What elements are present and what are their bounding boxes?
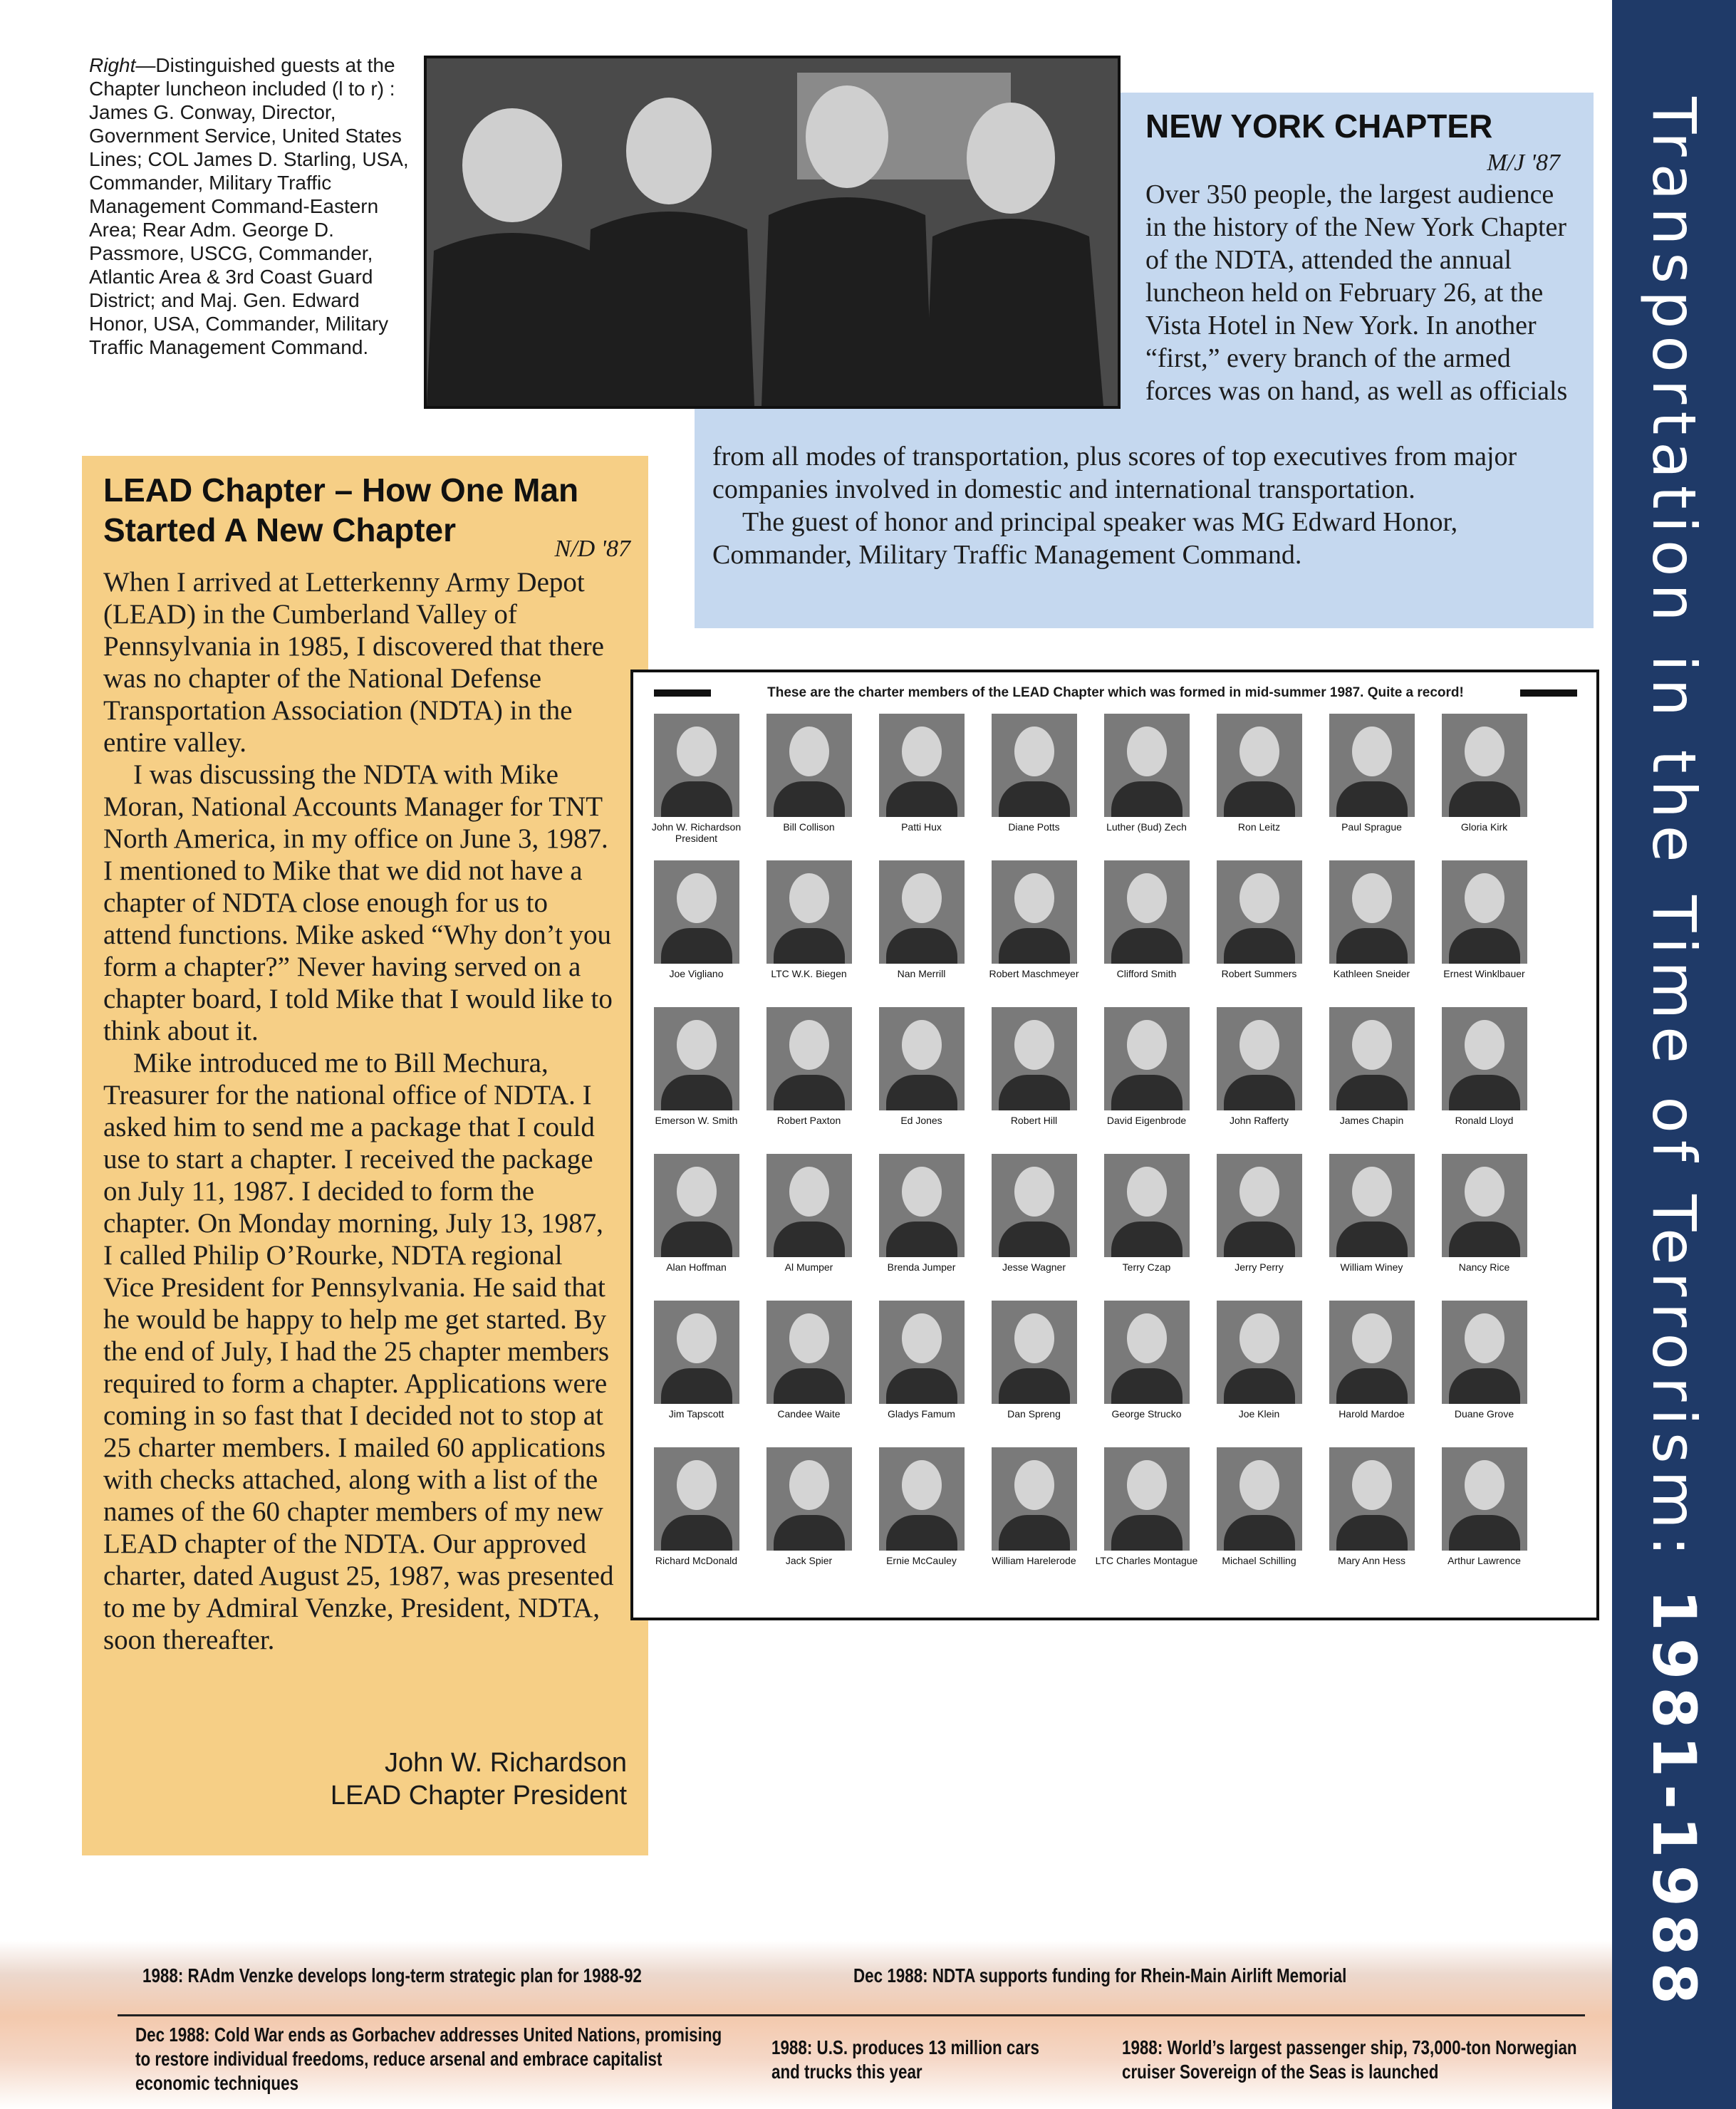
- portrait-body: [661, 1222, 732, 1257]
- portrait-head: [1014, 1167, 1054, 1217]
- member-card: [1316, 860, 1427, 979]
- portrait-head: [789, 1313, 829, 1363]
- portrait-body: [886, 1515, 957, 1551]
- member-card: [641, 1007, 752, 1126]
- member-name: Dan Spreng: [1007, 1408, 1061, 1420]
- member-portrait: [654, 714, 739, 817]
- member-portrait: [1217, 1007, 1302, 1110]
- member-name: Richard McDonald: [655, 1555, 738, 1566]
- portrait-head: [789, 873, 829, 923]
- member-name: Robert Summers: [1221, 968, 1297, 979]
- member-card: [641, 1154, 752, 1273]
- portrait-head: [1239, 727, 1279, 776]
- member-card: [1429, 1447, 1539, 1566]
- member-name: Ernest Winklbauer: [1443, 968, 1525, 979]
- member-name: Luther (Bud) Zech: [1106, 821, 1187, 833]
- portrait-body: [1224, 781, 1295, 817]
- portrait-head: [1465, 873, 1504, 923]
- portrait-head: [1352, 1020, 1392, 1070]
- member-name: William Winey: [1340, 1261, 1403, 1273]
- portrait-head: [1014, 1020, 1054, 1070]
- signature-name: John W. Richardson: [384, 1748, 627, 1778]
- portrait-body: [774, 1075, 845, 1110]
- portrait-body: [1336, 781, 1408, 817]
- member-card: [1429, 1154, 1539, 1273]
- member-card: [754, 1154, 864, 1273]
- portrait-body: [661, 1075, 732, 1110]
- portrait-body: [999, 928, 1070, 964]
- member-portrait: [766, 860, 852, 964]
- member-name: Brenda Jumper: [887, 1261, 956, 1273]
- member-portrait: [879, 1007, 965, 1110]
- portrait-body: [1449, 1222, 1520, 1257]
- portrait-head: [1352, 1167, 1392, 1217]
- timeline-item: Dec 1988: NDTA supports funding for Rhein-Main Airlift Memorial: [853, 1964, 1347, 1986]
- member-card: [1316, 1154, 1427, 1273]
- member-card: [641, 1301, 752, 1420]
- portrait-body: [1449, 781, 1520, 817]
- member-portrait: [1217, 1154, 1302, 1257]
- portrait-head: [1465, 1167, 1504, 1217]
- member-portrait: [1329, 714, 1415, 817]
- member-name: Mary Ann Hess: [1338, 1555, 1405, 1566]
- member-card: [754, 1447, 864, 1566]
- member-name: Terry Czap: [1122, 1261, 1171, 1273]
- portrait-body: [1224, 1368, 1295, 1404]
- portrait-head: [902, 1020, 942, 1070]
- portrait-body: [1336, 1515, 1408, 1551]
- member-card: [979, 860, 1089, 979]
- member-portrait: [654, 860, 739, 964]
- portrait-head: [677, 727, 717, 776]
- portrait-head: [677, 1460, 717, 1510]
- member-portrait: [654, 1301, 739, 1404]
- member-card: [866, 1447, 977, 1566]
- side-banner-text: Transportation in the Time of Terrorism:: [1639, 97, 1709, 1563]
- lead-paragraph: I was discussing the NDTA with Mike Moran, National Accounts Manager for TNT North America, in my office on June 3, 1987. I mentioned to Mike that we did not have a chapter of NDTA close enough for us to attend functions. Mike asked “Why don’t you form a chapter?” Never having served on a chapter board, I told Mike that I would like to think about it.: [103, 759, 613, 1046]
- member-name: Candee Waite: [777, 1408, 841, 1420]
- timeline-item: 1988: U.S. produces 13 million cars and trucks this year: [771, 2036, 1039, 2083]
- member-portrait: [992, 1154, 1077, 1257]
- portrait-body: [774, 1368, 845, 1404]
- member-card: [979, 1301, 1089, 1420]
- member-portrait: [1442, 714, 1527, 817]
- luncheon-photo-illustration: [427, 58, 1118, 406]
- portrait-body: [661, 1515, 732, 1551]
- portrait-body: [886, 1075, 957, 1110]
- portrait-head: [1465, 1313, 1504, 1363]
- member-name: LTC Charles Montague: [1095, 1555, 1198, 1566]
- portrait-head: [1465, 727, 1504, 776]
- portrait-head: [1127, 1313, 1167, 1363]
- portrait-body: [1449, 1368, 1520, 1404]
- member-portrait: [1442, 1447, 1527, 1551]
- member-name: Robert Paxton: [776, 1115, 841, 1126]
- member-name: George Strucko: [1111, 1408, 1182, 1420]
- portrait-head: [1239, 1313, 1279, 1363]
- portrait-body: [1111, 1075, 1183, 1110]
- portrait-head: [677, 873, 717, 923]
- portrait-head: [1465, 1460, 1504, 1510]
- member-name: Patti Hux: [901, 821, 942, 833]
- portrait-head: [789, 1460, 829, 1510]
- member-name: John Rafferty: [1229, 1115, 1289, 1126]
- portrait-head: [677, 1313, 717, 1363]
- portrait-body: [1111, 1368, 1183, 1404]
- portrait-head: [902, 1313, 942, 1363]
- member-card: [1316, 1447, 1427, 1566]
- side-banner: [1612, 0, 1736, 2109]
- portrait-body: [1224, 1515, 1295, 1551]
- member-name: Nan Merrill: [897, 968, 946, 979]
- member-name: Jim Tapscott: [668, 1408, 724, 1420]
- member-name: Jerry Perry: [1235, 1261, 1284, 1273]
- portrait-body: [1449, 1515, 1520, 1551]
- member-card: [641, 1447, 752, 1566]
- lead-paragraph: When I arrived at Letterkenny Army Depot (LEAD) in the Cumberland Valley of Pennsylvania in 1985, I discovered that there was no chapter of the National Defense Transportation Association (NDTA) in the entire valley.: [103, 567, 604, 758]
- ny-chapter-para1-wide: from all modes of transportation, plus scores of top executives from major companies involved in domestic and international transportation.: [712, 442, 1517, 504]
- portrait-body: [1449, 928, 1520, 964]
- member-portrait: [1104, 860, 1190, 964]
- member-portrait: [766, 714, 852, 817]
- ny-chapter-para2: The guest of honor and principal speaker was MG Edward Honor, Commander, Military Traffic Management Command.: [712, 507, 1458, 570]
- portrait-body: [999, 1515, 1070, 1551]
- timeline-divider: [118, 2014, 1585, 2016]
- portrait-head: [1352, 1460, 1392, 1510]
- member-card: [979, 1154, 1089, 1273]
- portrait-head: [1127, 1460, 1167, 1510]
- portrait-body: [1336, 1368, 1408, 1404]
- lead-chapter-body: [103, 566, 616, 1656]
- member-card: [1204, 1154, 1314, 1273]
- member-card: [754, 714, 864, 833]
- member-portrait: [1442, 860, 1527, 964]
- member-card: [1204, 1007, 1314, 1126]
- member-portrait: [1217, 1301, 1302, 1404]
- portrait-head: [902, 1460, 942, 1510]
- member-portrait: [1329, 1154, 1415, 1257]
- member-name: Kathleen Sneider: [1333, 968, 1410, 979]
- portrait-head: [1127, 1020, 1167, 1070]
- portrait-body: [1224, 1222, 1295, 1257]
- portrait-head: [902, 727, 942, 776]
- member-portrait: [1442, 1301, 1527, 1404]
- member-card: [1204, 1301, 1314, 1420]
- member-card: [979, 1007, 1089, 1126]
- luncheon-guests-photo: [424, 56, 1121, 409]
- portrait-body: [1336, 928, 1408, 964]
- member-portrait: [1217, 1447, 1302, 1551]
- portrait-body: [774, 781, 845, 817]
- portrait-body: [999, 781, 1070, 817]
- member-portrait: [879, 860, 965, 964]
- member-name: Gladys Famum: [888, 1408, 955, 1420]
- ny-chapter-title: NEW YORK CHAPTER: [1145, 108, 1493, 145]
- member-portrait: [766, 1154, 852, 1257]
- member-portrait: [1104, 1154, 1190, 1257]
- portrait-head: [1465, 1020, 1504, 1070]
- member-portrait: [654, 1447, 739, 1551]
- member-name: James Chapin: [1339, 1115, 1404, 1126]
- portrait-body: [1336, 1075, 1408, 1110]
- member-portrait: [1329, 1301, 1415, 1404]
- member-name: Michael Schilling: [1222, 1555, 1296, 1566]
- portrait-body: [1111, 928, 1183, 964]
- member-portrait: [1104, 1447, 1190, 1551]
- member-name: William Harelerode: [992, 1555, 1076, 1566]
- portrait-head: [677, 1167, 717, 1217]
- portrait-body: [886, 1368, 957, 1404]
- member-name: Emerson W. Smith: [655, 1115, 738, 1126]
- portrait-body: [886, 1222, 957, 1257]
- timeline-item: 1988: RAdm Venzke develops long-term strategic plan for 1988-92: [142, 1964, 642, 1986]
- member-name: David Eigenbrode: [1106, 1115, 1187, 1126]
- portrait-body: [661, 1368, 732, 1404]
- portrait-head: [1352, 873, 1392, 923]
- charter-members-header: [647, 682, 1584, 704]
- portrait-head: [1014, 727, 1054, 776]
- member-name: Jack Spier: [785, 1555, 833, 1566]
- member-name: Arthur Lawrence: [1447, 1555, 1521, 1566]
- member-card: [1316, 1301, 1427, 1420]
- portrait-head: [1239, 1460, 1279, 1510]
- portrait-body: [661, 928, 732, 964]
- member-portrait: [992, 714, 1077, 817]
- member-card: [1091, 714, 1202, 833]
- member-name: Duane Grove: [1454, 1408, 1514, 1420]
- member-card: [641, 714, 752, 844]
- portrait-body: [661, 781, 732, 817]
- header-bar-left: [654, 689, 711, 697]
- member-card: [1091, 1007, 1202, 1126]
- portrait-head: [1014, 1460, 1054, 1510]
- member-card: [1091, 1154, 1202, 1273]
- member-portrait: [1104, 714, 1190, 817]
- member-name: Joe Vigliano: [669, 968, 724, 979]
- member-portrait: [1104, 1301, 1190, 1404]
- member-portrait: [879, 714, 965, 817]
- portrait-head: [789, 1167, 829, 1217]
- portrait-body: [1336, 1222, 1408, 1257]
- member-card: [866, 714, 977, 833]
- member-card: [1316, 714, 1427, 833]
- member-portrait: [1217, 714, 1302, 817]
- portrait-head: [789, 1020, 829, 1070]
- member-card: [1204, 1447, 1314, 1566]
- portrait-head: [1239, 1167, 1279, 1217]
- member-name: Ernie McCauley: [886, 1555, 957, 1566]
- member-portrait: [654, 1007, 739, 1110]
- caption-lead: Right: [89, 54, 136, 76]
- member-portrait: [766, 1007, 852, 1110]
- portrait-body: [1111, 1222, 1183, 1257]
- portrait-body: [999, 1222, 1070, 1257]
- member-name: Diane Potts: [1008, 821, 1060, 833]
- member-card: [1316, 1007, 1427, 1126]
- portrait-body: [1111, 781, 1183, 817]
- member-card: [1091, 860, 1202, 979]
- portrait-head: [902, 1167, 942, 1217]
- member-card: [866, 1154, 977, 1273]
- member-name: LTC W.K. Biegen: [771, 968, 847, 979]
- portrait-head: [902, 873, 942, 923]
- side-banner-title: [1639, 97, 1709, 2011]
- member-name: Nancy Rice: [1458, 1261, 1510, 1273]
- member-name: Jesse Wagner: [1002, 1261, 1066, 1273]
- member-card: [1204, 860, 1314, 979]
- member-portrait: [1104, 1007, 1190, 1110]
- member-card: [979, 1447, 1089, 1566]
- member-portrait: [879, 1447, 965, 1551]
- photo-caption: [89, 53, 413, 359]
- member-portrait: [1329, 1007, 1415, 1110]
- portrait-head: [789, 727, 829, 776]
- portrait-body: [1449, 1075, 1520, 1110]
- member-card: [866, 1007, 977, 1126]
- member-name: Robert Hill: [1010, 1115, 1058, 1126]
- member-portrait: [1329, 1447, 1415, 1551]
- member-name: Clifford Smith: [1116, 968, 1177, 979]
- member-portrait: [879, 1301, 965, 1404]
- portrait-body: [774, 1222, 845, 1257]
- portrait-body: [886, 781, 957, 817]
- member-card: [1091, 1301, 1202, 1420]
- member-portrait: [1442, 1007, 1527, 1110]
- member-card: [1429, 860, 1539, 979]
- signature-title: LEAD Chapter President: [330, 1781, 627, 1811]
- portrait-head: [1127, 873, 1167, 923]
- portrait-head: [1127, 1167, 1167, 1217]
- member-name: Robert Maschmeyer: [989, 968, 1079, 979]
- portrait-body: [774, 928, 845, 964]
- member-name: John W. Richardson President: [651, 821, 742, 844]
- member-portrait: [1442, 1154, 1527, 1257]
- portrait-body: [999, 1368, 1070, 1404]
- member-name: Paul Sprague: [1341, 821, 1402, 833]
- lead-chapter-date: N/D '87: [554, 536, 630, 562]
- portrait-body: [774, 1515, 845, 1551]
- member-card: [866, 860, 977, 979]
- member-portrait: [766, 1301, 852, 1404]
- portrait-head: [1352, 727, 1392, 776]
- timeline-item: 1988: World’s largest passenger ship, 73,000-ton Norwegian cruiser Sovereign of the Seas is launched: [1122, 2036, 1577, 2083]
- member-card: [1429, 1007, 1539, 1126]
- portrait-head: [1014, 873, 1054, 923]
- member-portrait: [766, 1447, 852, 1551]
- portrait-body: [999, 1075, 1070, 1110]
- portrait-head: [1239, 873, 1279, 923]
- member-name: Gloria Kirk: [1460, 821, 1508, 833]
- member-card: [1091, 1447, 1202, 1566]
- portrait-head: [1352, 1313, 1392, 1363]
- member-name: Joe Klein: [1238, 1408, 1280, 1420]
- member-card: [641, 860, 752, 979]
- timeline-item: Dec 1988: Cold War ends as Gorbachev addresses United Nations, promising to restore individual freedoms, reduce arsenal and embrace capitalist economic techniques: [135, 2024, 722, 2094]
- portrait-head: [1014, 1313, 1054, 1363]
- member-name: Bill Collison: [783, 821, 835, 833]
- member-portrait: [992, 1447, 1077, 1551]
- portrait-body: [886, 928, 957, 964]
- member-card: [1204, 714, 1314, 833]
- portrait-body: [1111, 1515, 1183, 1551]
- member-card: [1429, 714, 1539, 833]
- member-name: Harold Mardoe: [1339, 1408, 1405, 1420]
- member-portrait: [654, 1154, 739, 1257]
- ny-chapter-date: M/J '87: [1487, 150, 1560, 176]
- caption-text: —Distinguished guests at the Chapter luncheon included (l to r) : James G. Conway, Director, Government Service, United States Lines; COL James D. Starling, USA, Commander, Military Traffic Management Command-Eastern Area; Rear Adm. George D. Passmore, USCG, Commander, Atlantic Area & 3rd Coast Guard District; and Maj. Gen. Edward Honor, USA, Commander, Military Traffic Management Command.: [89, 54, 409, 358]
- charter-members-caption: These are the charter members of the LEAD Chapter which was formed in mid-summer 1987. Quite a record!: [767, 685, 1464, 700]
- member-name: Alan Hoffman: [666, 1261, 727, 1273]
- member-card: [866, 1301, 977, 1420]
- member-card: [754, 1301, 864, 1420]
- member-name: Ed Jones: [900, 1115, 942, 1126]
- member-name: Ron Leitz: [1237, 821, 1281, 833]
- lead-chapter-title: LEAD Chapter – How One Man Started A New Chapter: [103, 472, 579, 548]
- lead-signature: [285, 1746, 627, 1812]
- ny-chapter-body: [712, 440, 1574, 571]
- portrait-head: [1127, 727, 1167, 776]
- member-name: Al Mumper: [784, 1261, 833, 1273]
- member-portrait: [992, 1301, 1077, 1404]
- member-portrait: [879, 1154, 965, 1257]
- member-portrait: [1217, 860, 1302, 964]
- portrait-body: [1224, 1075, 1295, 1110]
- member-card: [754, 860, 864, 979]
- member-card: [754, 1007, 864, 1126]
- side-banner-years: 1981-1988: [1639, 1589, 1709, 2011]
- portrait-body: [1224, 928, 1295, 964]
- member-portrait: [1329, 860, 1415, 964]
- member-portrait: [992, 1007, 1077, 1110]
- portrait-head: [1239, 1020, 1279, 1070]
- lead-paragraph: Mike introduced me to Bill Mechura, Treasurer for the national office of NDTA. I asked him to send me a package that I could use to start a chapter. I received the package on July 11, 1987. I decided to form the chapter. On Monday morning, July 13, 1987, I called Philip O’Rourke, NDTA regional Vice President for Pennsylvania. He said that he would be happy to help me get started. By the end of July, I had the 25 chapter members required to form a chapter. Applications were coming in so fast that I decided not to stop at 25 charter members. I mailed 60 applications with checks attached, along with a list of the names of the 60 chapter members of my new LEAD chapter of the NDTA. Our approved charter, dated August 25, 1987, was presented to me by Admiral Venzke, President, NDTA, soon thereafter.: [103, 1048, 614, 1655]
- member-card: [979, 714, 1089, 833]
- header-bar-right: [1520, 689, 1577, 697]
- ny-chapter-para1-narrow: Over 350 people, the largest audience in the history of the New York Chapter of the NDTA, attended the annual luncheon held on February 26, at the Vista Hotel in New York. In another “first,” every branch of the armed forces was on hand, as well as officials: [1145, 179, 1568, 406]
- portrait-head: [677, 1020, 717, 1070]
- member-portrait: [992, 860, 1077, 964]
- member-name: Ronald Lloyd: [1455, 1115, 1514, 1126]
- member-card: [1429, 1301, 1539, 1420]
